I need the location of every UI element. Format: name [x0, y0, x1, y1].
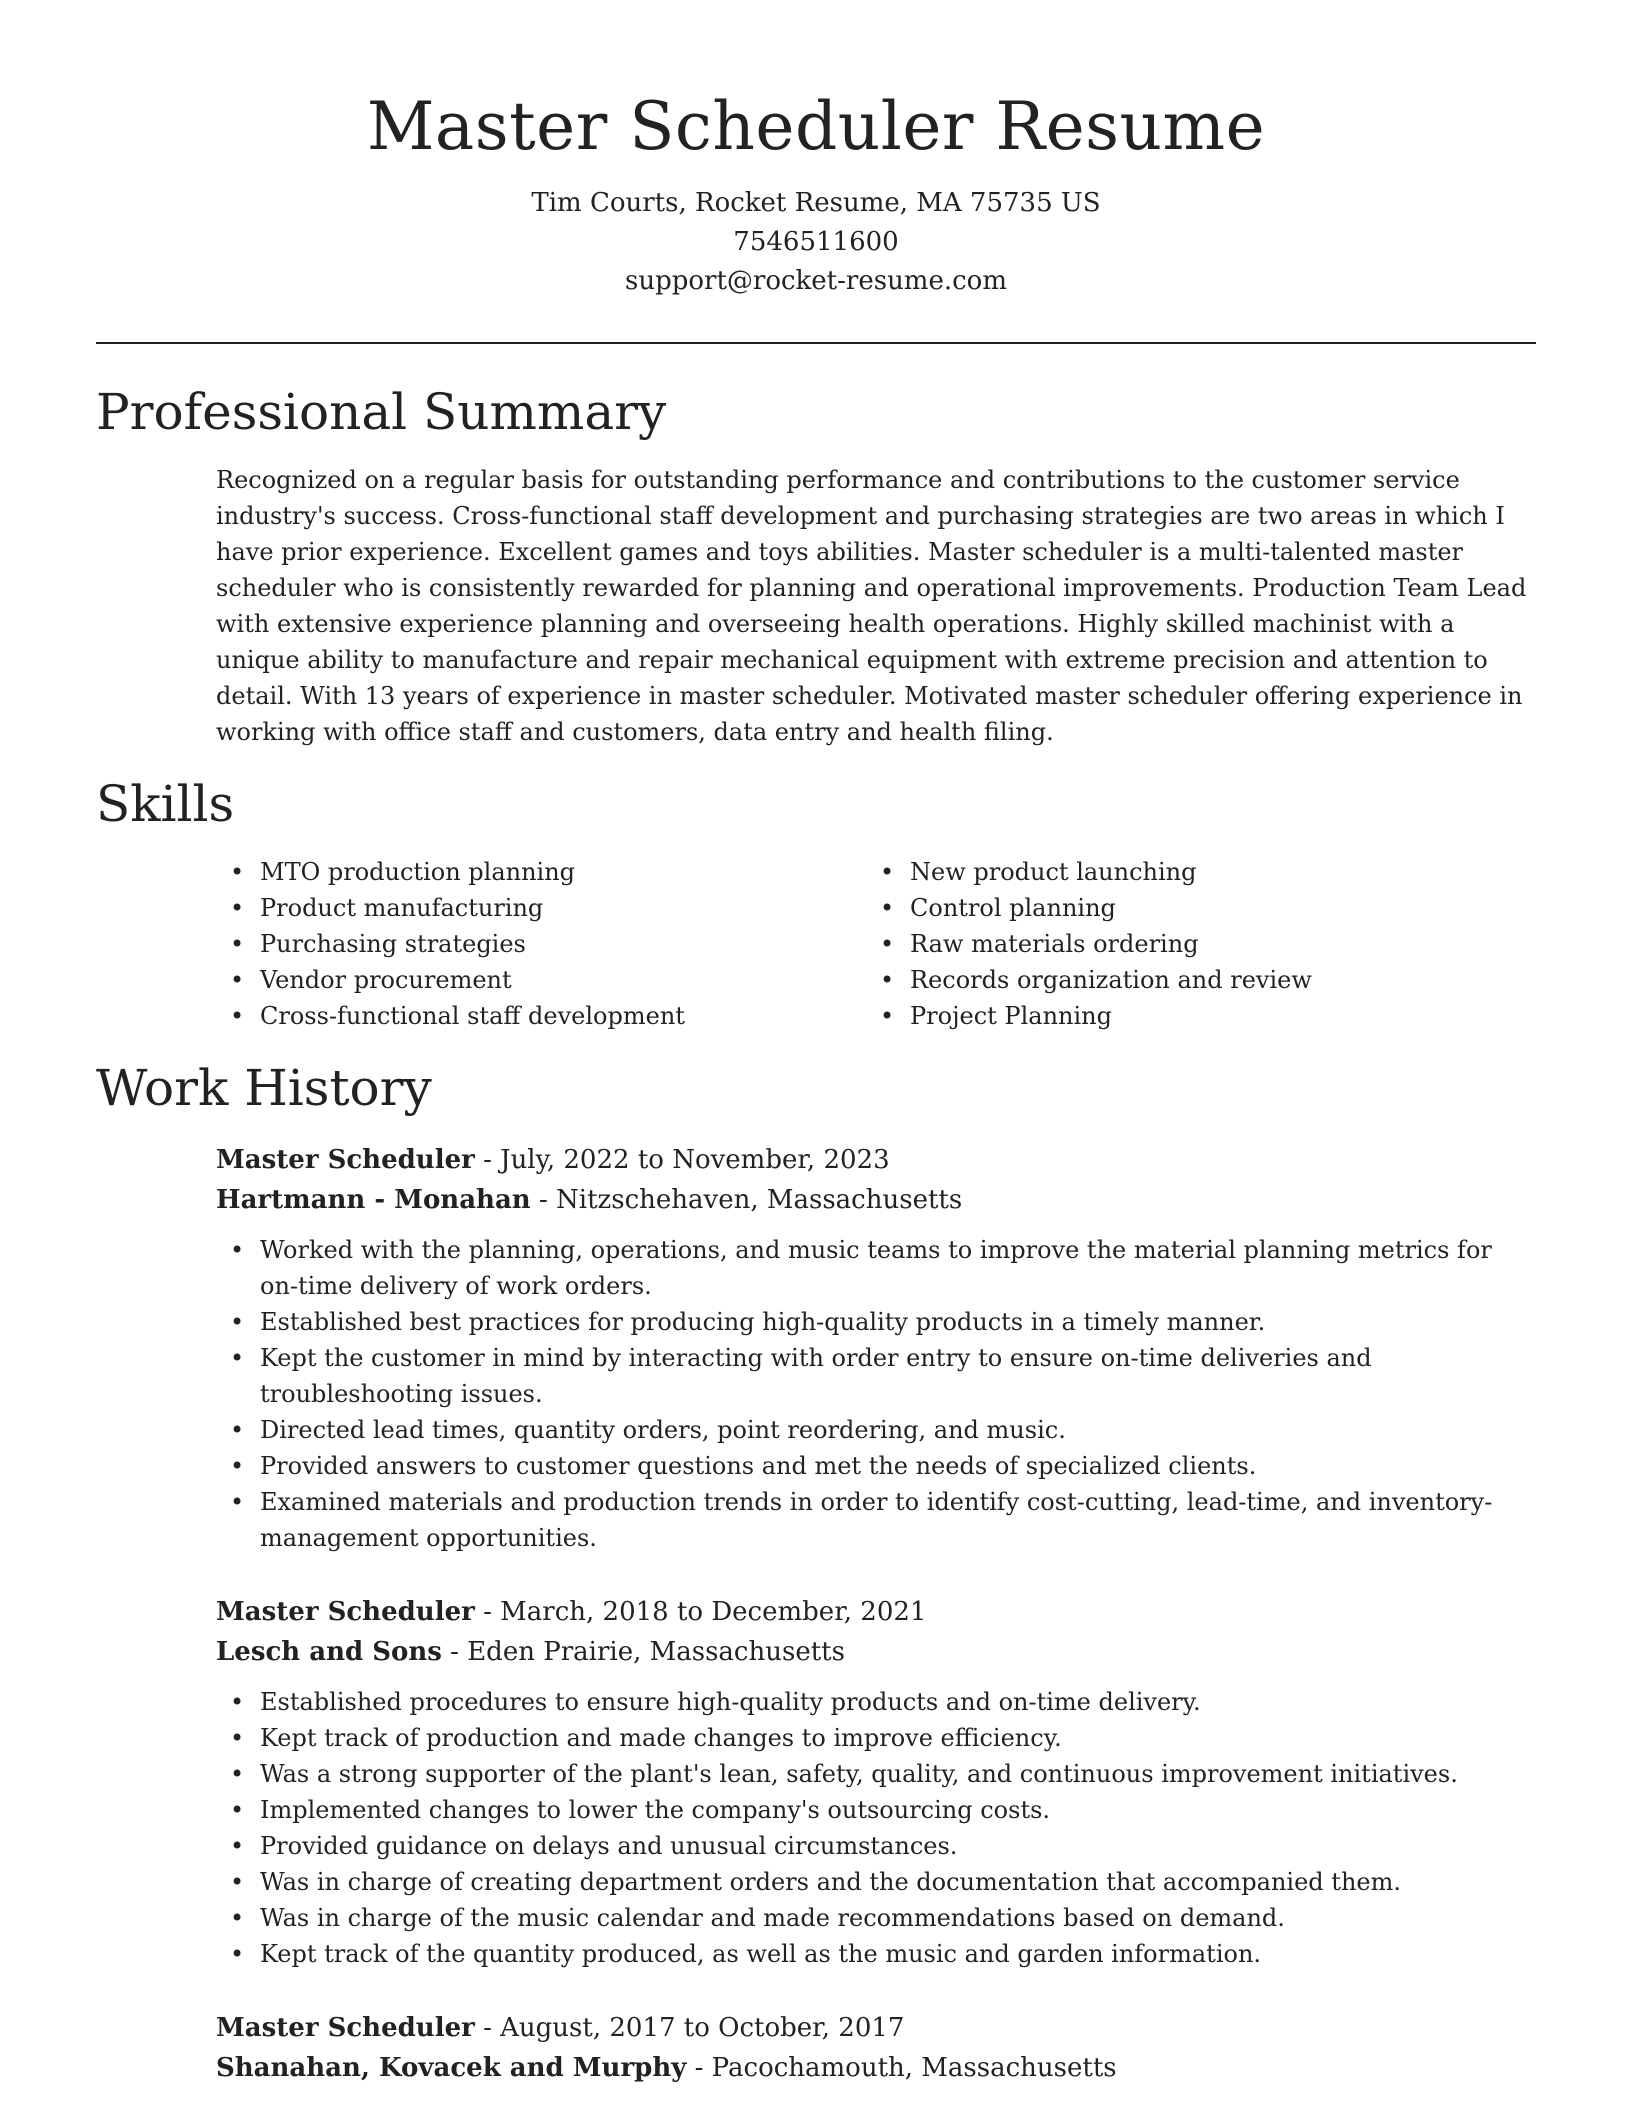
job-title-line [216, 1140, 1536, 1180]
job-location: - Nitzschehaven, Massachusetts [530, 1185, 963, 1215]
job-company-line [216, 2048, 1536, 2088]
job-title: Master Scheduler [216, 1145, 475, 1175]
job-bullet: • Implemented changes to lower the company's outsourcing costs. [216, 1792, 1536, 1828]
skill-item: • Purchasing strategies [216, 926, 856, 962]
job-dates: - March, 2018 to December, 2021 [474, 1597, 927, 1627]
job-dates: - July, 2022 to November, 2023 [474, 1145, 890, 1175]
job-bullet: • Established best practices for producing high-quality products in a timely manner. [216, 1304, 1536, 1340]
summary-heading: Professional Summary [96, 383, 667, 441]
skill-item: • Vendor procurement [216, 962, 856, 998]
job-entry [216, 2008, 1536, 2088]
job-bullet: • Kept track of the quantity produced, as well as the music and garden information. [216, 1936, 1536, 1972]
job-company: Shanahan, Kovacek and Murphy [216, 2053, 687, 2083]
skill-item: • Raw materials ordering [866, 926, 1506, 962]
job-bullet: • Kept track of production and made changes to improve efficiency. [216, 1720, 1536, 1756]
job-location: - Eden Prairie, Massachusetts [441, 1637, 845, 1667]
job-company-line [216, 1180, 1536, 1220]
job-company: Lesch and Sons [216, 1637, 442, 1667]
job-bullet: • Was in charge of creating department orders and the documentation that accompanied them. [216, 1864, 1536, 1900]
job-entry [216, 1140, 1536, 1556]
job-company-line [216, 1632, 1536, 1672]
work-history-heading: Work History [96, 1059, 432, 1117]
skill-item: • Records organization and review [866, 962, 1506, 998]
job-bullet: • Examined materials and production trends in order to identify cost-cutting, lead-time, and inventory-management opportunities. [216, 1484, 1536, 1556]
skill-item: • New product launching [866, 854, 1506, 890]
job-bullet: • Established procedures to ensure high-quality products and on-time delivery. [216, 1684, 1536, 1720]
skills-heading: Skills [96, 775, 235, 833]
job-bullets [216, 1232, 1536, 1556]
resume-header [96, 82, 1536, 301]
job-bullet: • Worked with the planning, operations, and music teams to improve the material planning metrics for on-time delivery of work orders. [216, 1232, 1536, 1304]
skill-item: • Project Planning [866, 998, 1506, 1034]
job-bullet: • Was in charge of the music calendar and made recommendations based on demand. [216, 1900, 1536, 1936]
contact-email: support@rocket-resume.com [624, 266, 1007, 296]
header-divider [96, 342, 1536, 344]
job-title: Master Scheduler [216, 1597, 475, 1627]
skills-list-left [216, 854, 856, 1034]
skill-item: • Control planning [866, 890, 1506, 926]
job-bullets [216, 1684, 1536, 1972]
contact-phone: 7546511600 [733, 227, 899, 257]
skill-item: • Cross-functional staff development [216, 998, 856, 1034]
job-dates: - August, 2017 to October, 2017 [474, 2013, 905, 2043]
skill-item: • MTO production planning [216, 854, 856, 890]
contact-block [96, 184, 1536, 301]
job-company: Hartmann - Monahan [216, 1185, 531, 1215]
job-title-line [216, 1592, 1536, 1632]
job-location: - Pacochamouth, Massachusetts [686, 2053, 1117, 2083]
resume-title: Master Scheduler Resume [366, 88, 1266, 165]
job-bullet: • Provided guidance on delays and unusual circumstances. [216, 1828, 1536, 1864]
skill-item: • Product manufacturing [216, 890, 856, 926]
skills-list-right [866, 854, 1506, 1034]
contact-address: Tim Courts, Rocket Resume, MA 75735 US [531, 188, 1101, 218]
job-title: Master Scheduler [216, 2013, 475, 2043]
job-bullet: • Kept the customer in mind by interacting with order entry to ensure on-time deliveries and troubleshooting issues. [216, 1340, 1536, 1412]
job-bullet: • Directed lead times, quantity orders, point reordering, and music. [216, 1412, 1536, 1448]
summary-text: Recognized on a regular basis for outstanding performance and contributions to the customer service industry's success. Cross-functional staff development and purchasing strategies are two areas in which I have prior experience. Excellent games and toys abilities. Master scheduler is a multi-talented master scheduler who is consistently rewarded for planning and operational improvements. Production Team Lead with extensive experience planning and overseeing health operations. Highly skilled machinist with a unique ability to manufacture and repair mechanical equipment with extreme precision and attention to detail. With 13 years of experience in master scheduler. Motivated master scheduler offering experience in working with office staff and customers, data entry and health filing. [216, 466, 1527, 746]
job-title-line [216, 2008, 1536, 2048]
job-entry [216, 1592, 1536, 1972]
job-bullet: • Provided answers to customer questions and met the needs of specialized clients. [216, 1448, 1536, 1484]
job-bullet: • Was a strong supporter of the plant's lean, safety, quality, and continuous improvement initiatives. [216, 1756, 1536, 1792]
